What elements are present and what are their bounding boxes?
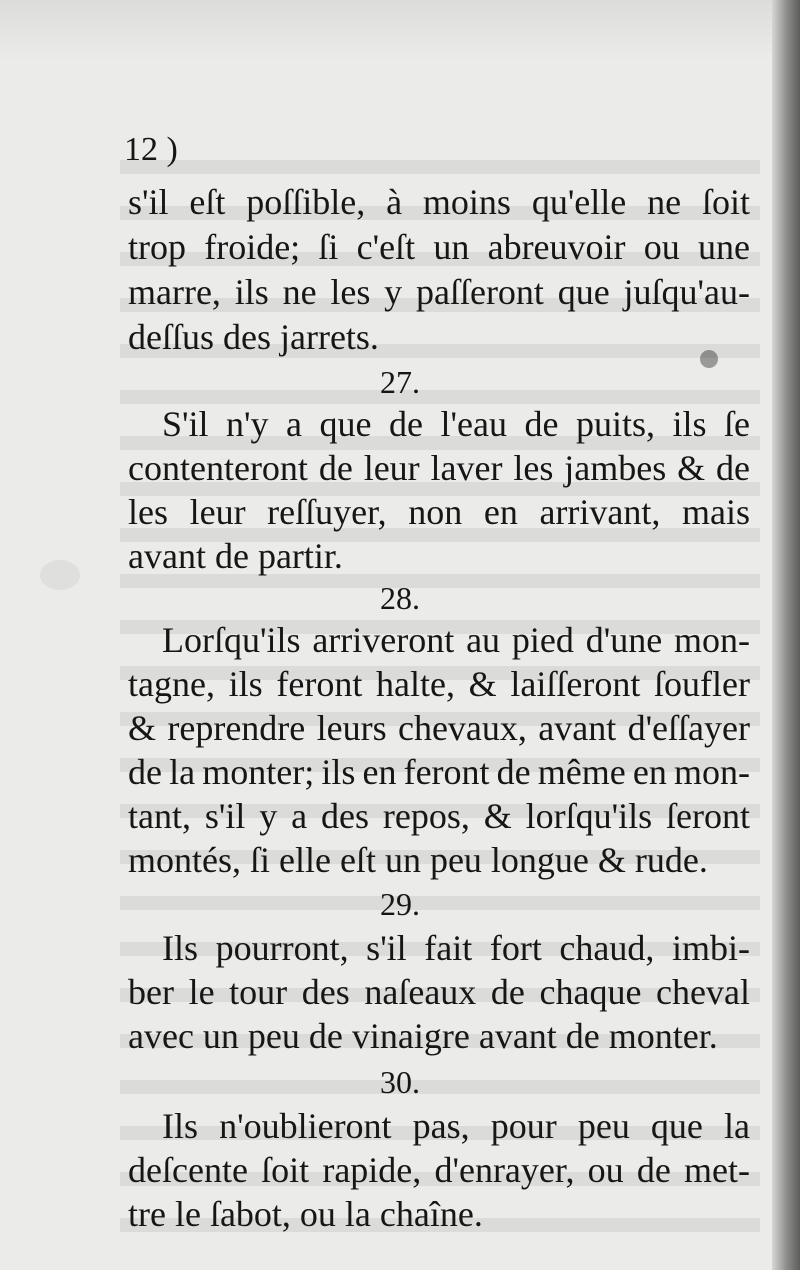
text-line: Lorſqu'ils arriveront au pied d'une mon-	[162, 620, 750, 660]
text-line: S'il n'y a que de l'eau de puits, ils ſe	[162, 404, 750, 444]
text-line: tagne, ils feront halte, & laiſſeront ſoufler	[128, 664, 750, 704]
text-line: tant, s'il y a des repos, & lorſqu'ils ſeront	[128, 796, 750, 836]
text-line: & reprendre leurs chevaux, avant d'eſſayer	[128, 708, 750, 748]
text-line: marre, ils ne les y paſſeront que juſqu'au-	[128, 272, 750, 312]
text-line: s'il eſt poſſible, à moins qu'elle ne ſoit	[128, 182, 750, 222]
text-line: tre le ſabot, ou la chaîne.	[128, 1194, 483, 1234]
text-line: ber le tour des naſeaux de chaque cheval	[128, 972, 750, 1012]
text-line: avant de partir.	[128, 536, 343, 576]
section-number: 29.	[380, 886, 420, 922]
text-line: deſſus des jarrets.	[128, 317, 379, 357]
text-line: contenteront de leur laver les jambes & de	[128, 448, 750, 488]
section-number: 27.	[380, 364, 420, 400]
text-line: Ils n'oublieront pas, pour peu que la	[162, 1106, 750, 1146]
text-line: deſcente ſoit rapide, d'enrayer, ou de met-	[128, 1150, 750, 1190]
page-number: 12 )	[124, 131, 178, 168]
section-number: 30.	[380, 1064, 420, 1100]
text-line: montés, ſi elle eſt un peu longue & rude.	[128, 840, 708, 880]
text-line: trop froide; ſi c'eſt un abreuvoir ou une	[128, 227, 750, 267]
text-line: avec un peu de vinaigre avant de monter.	[128, 1016, 718, 1056]
text-line: Ils pourront, s'il fait fort chaud, imbi-	[162, 928, 750, 968]
text-line: de la monter; ils en feront de même en mon-	[128, 752, 750, 792]
text-line: les leur reſſuyer, non en arrivant, mais	[128, 492, 750, 532]
section-number: 28.	[380, 580, 420, 616]
